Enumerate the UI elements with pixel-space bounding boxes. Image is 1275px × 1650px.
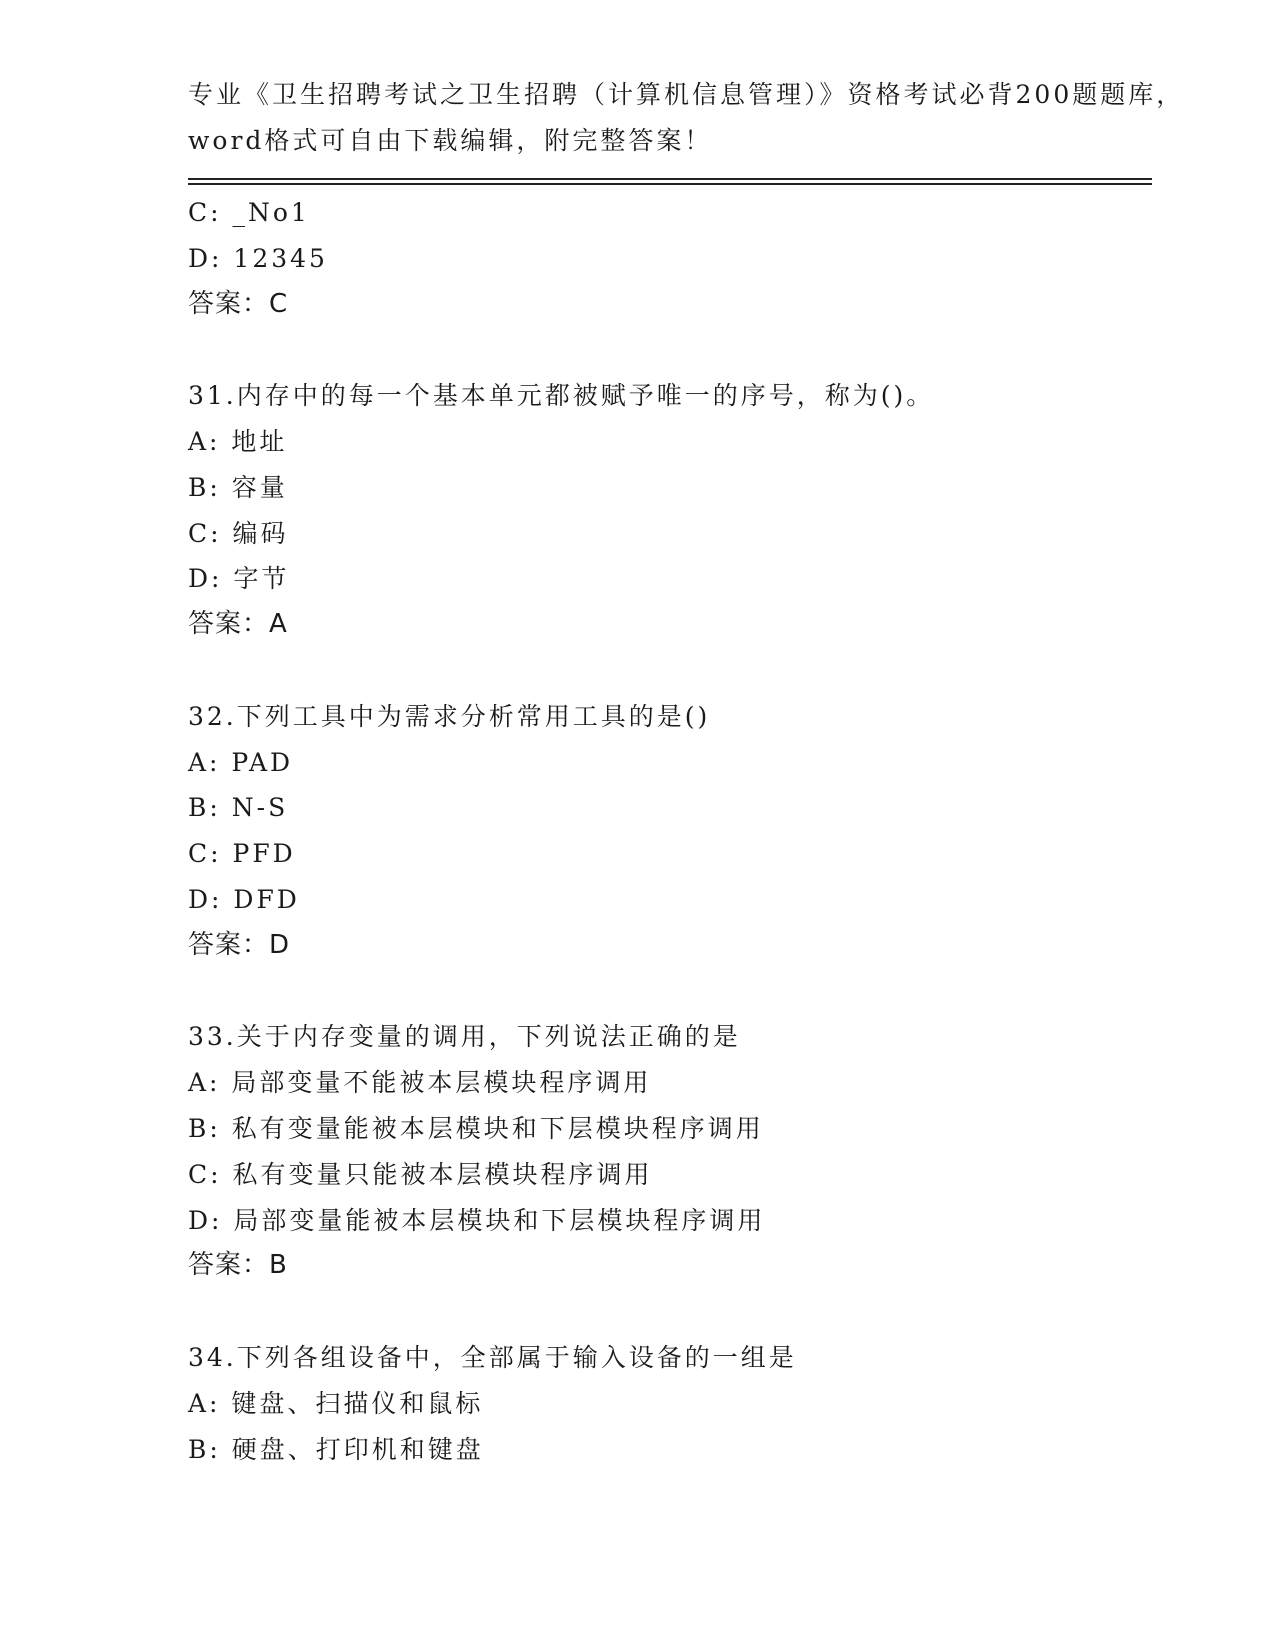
option-line: C: PFD [188, 839, 296, 869]
option-line: D: DFD [188, 884, 300, 914]
option-line: D: 12345 [188, 243, 328, 273]
option-line: A: 地址 [188, 426, 288, 456]
question-list [188, 190, 1152, 1472]
question-stem: 34.下列各组设备中，全部属于输入设备的一组是 [188, 1342, 797, 1372]
option-line: A: PAD [188, 747, 294, 777]
option-line: B: 私有变量能被本层模块和下层模块程序调用 [188, 1113, 764, 1143]
header-line-2: word格式可自由下载编辑，附完整答案！ [188, 125, 713, 155]
option-line: C: 私有变量只能被本层模块程序调用 [188, 1159, 653, 1189]
answer-line: 答案：A [188, 609, 288, 640]
spacer [188, 1289, 1152, 1335]
spacer [188, 327, 1152, 373]
header-rule-bottom [188, 183, 1152, 185]
option-line: C: 编码 [188, 518, 289, 548]
spacer [188, 648, 1152, 694]
document-header [188, 72, 1185, 164]
header-line-1: 专业《卫生招聘考试之卫生招聘（计算机信息管理）》资格考试必背200题题库， [188, 80, 1185, 109]
option-line: D: 局部变量能被本层模块和下层模块程序调用 [188, 1205, 766, 1235]
answer-line: 答案：B [188, 1250, 288, 1281]
option-line: D: 字节 [188, 564, 290, 594]
option-line: A: 键盘、扫描仪和鼠标 [188, 1388, 484, 1418]
option-line: B: 容量 [188, 472, 288, 502]
question-stem: 31.内存中的每一个基本单元都被赋予唯一的序号，称为()。 [188, 381, 935, 411]
option-line: A: 局部变量不能被本层模块程序调用 [188, 1068, 652, 1098]
header-rule-top [188, 178, 1152, 180]
question-stem: 32.下列工具中为需求分析常用工具的是() [188, 701, 711, 731]
answer-line: 答案：D [188, 929, 291, 960]
option-line: B: 硬盘、打印机和键盘 [188, 1434, 484, 1464]
option-line: C: _No1 [188, 198, 310, 227]
option-line: B: N-S [188, 793, 289, 823]
answer-line: 答案：C [188, 288, 289, 319]
spacer [188, 969, 1152, 1015]
question-stem: 33.关于内存变量的调用，下列说法正确的是 [188, 1022, 741, 1052]
